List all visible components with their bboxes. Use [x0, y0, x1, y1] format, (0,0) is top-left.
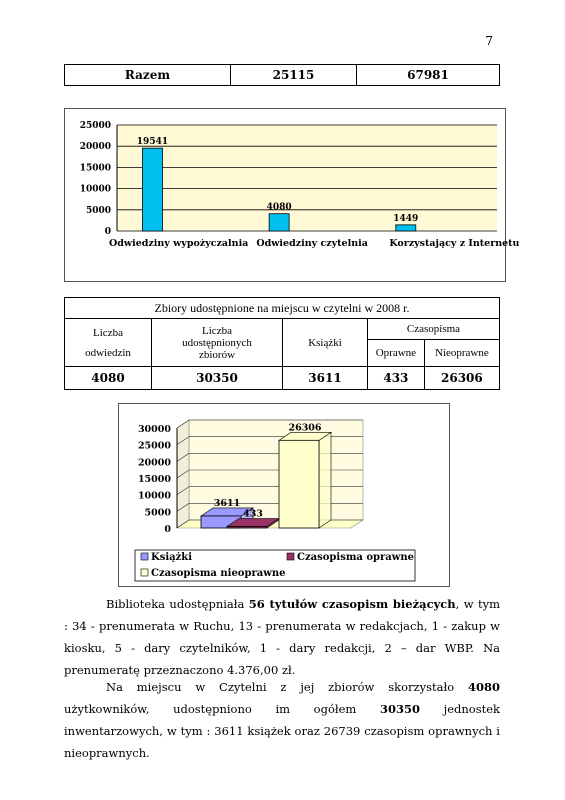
- cell-oprawne: 433: [368, 367, 425, 390]
- data-label: 19541: [136, 137, 169, 148]
- data-label: 4080: [266, 202, 292, 213]
- zbiory-title: Zbiory udostępnione na miejscu w czytelni w 2008 r.: [65, 298, 500, 319]
- y-tick-label: 20000: [79, 142, 111, 153]
- p1-text-a: Biblioteka udostępniała: [106, 597, 249, 611]
- cell-nieoprawne: 26306: [424, 367, 499, 390]
- paragraph-reading-room: [64, 676, 500, 764]
- plot-area: [117, 125, 497, 231]
- zbiory-table: [64, 297, 500, 390]
- table-row: [65, 319, 500, 340]
- page-number: 7: [485, 34, 493, 48]
- legend-swatch: [141, 553, 148, 560]
- y-tick-label: 15000: [137, 474, 171, 485]
- bar: [142, 148, 162, 231]
- collections-chart-svg: [119, 404, 449, 586]
- p2-bold-2: 30350: [379, 702, 420, 716]
- table-row: [65, 367, 500, 390]
- col-liczba-odwiedzin-line1: Liczba: [93, 326, 123, 339]
- legend-label: Czasopisma nieoprawne: [151, 568, 286, 579]
- data-label: 433: [243, 508, 263, 520]
- table-row: [65, 298, 500, 319]
- y-tick-label: 15000: [79, 163, 111, 174]
- y-tick-label: 10000: [137, 490, 171, 502]
- bar: [227, 527, 267, 528]
- y-tick-label: 25000: [137, 440, 171, 452]
- col-oprawne: Oprawne: [368, 340, 425, 367]
- y-tick-label: 20000: [137, 457, 171, 469]
- p2-text-a: Na miejscu w Czytelni z jej zbiorów skorzystało: [106, 680, 468, 694]
- col-liczba-zbiorow: Liczba udostępnionych zbiorów: [152, 319, 283, 367]
- razem-label: Razem: [65, 65, 231, 86]
- cell-ksiazki: 3611: [283, 367, 368, 390]
- collections-chart: [118, 403, 450, 587]
- data-label: 1449: [393, 213, 419, 224]
- bar: [279, 440, 319, 528]
- col-ksiazki: Książki: [283, 319, 368, 367]
- x-tick-label: Odwiedziny czytelnia: [256, 238, 368, 249]
- data-label: 3611: [213, 497, 241, 509]
- table-row: [65, 65, 500, 86]
- legend-swatch: [287, 553, 294, 560]
- y-tick-label: 5000: [144, 507, 171, 519]
- bar: [269, 214, 289, 231]
- col-nieoprawne: Nieoprawne: [424, 340, 499, 367]
- p1-text-c: , w tym : 34 - prenumerata w Ruchu, 13 - prenumerata w redakcjach, 1 - zakup w kiosku, 5 - dary czytelników, 1 - dary redakcji, 2 – dar WBP. Na prenumeratę przeznaczono 4.376,00 zł.: [64, 597, 500, 677]
- col-liczba-odwiedzin: [65, 319, 152, 367]
- y-tick-label: 10000: [79, 184, 111, 195]
- razem-value-1: 25115: [231, 65, 357, 86]
- col-liczba-odwiedzin-line2: odwiedzin: [85, 346, 131, 359]
- razem-table: [64, 64, 500, 86]
- p2-text-e: jednostek inwentarzowych, w tym : 3611 książek oraz 26739 czasopism oprawnych i nieoprawnych.: [64, 702, 500, 760]
- y-tick-label: 25000: [79, 121, 111, 131]
- visits-chart: [64, 108, 520, 282]
- bar: [396, 225, 416, 231]
- legend-label: Czasopisma oprawne: [297, 552, 415, 563]
- cell-odwiedzin: 4080: [65, 367, 152, 390]
- p1-bold: 56 tytułów czasopism bieżących: [248, 597, 456, 611]
- y-tick-label: 0: [104, 227, 111, 237]
- paragraph-periodicals: [64, 593, 500, 681]
- legend-label: Książki: [151, 552, 193, 563]
- p2-bold-1: 4080: [467, 680, 500, 694]
- razem-value-2: 67981: [357, 65, 500, 86]
- p2-text-c: użytkowników, udostępniono im ogółem: [64, 702, 380, 716]
- legend-swatch: [141, 569, 148, 576]
- x-tick-label: Korzystający z Internetu: [389, 238, 520, 249]
- y-tick-label: 5000: [85, 205, 111, 216]
- cell-zbiorow: 30350: [152, 367, 283, 390]
- visits-chart-svg: [65, 109, 520, 281]
- y-tick-label: 30000: [137, 424, 171, 435]
- bar-side: [319, 432, 331, 528]
- y-tick-label: 0: [164, 524, 171, 535]
- data-label: 26306: [288, 422, 322, 434]
- col-czasopisma: Czasopisma: [368, 319, 500, 340]
- x-tick-label: Odwiedziny wypożyczalnia: [109, 238, 249, 249]
